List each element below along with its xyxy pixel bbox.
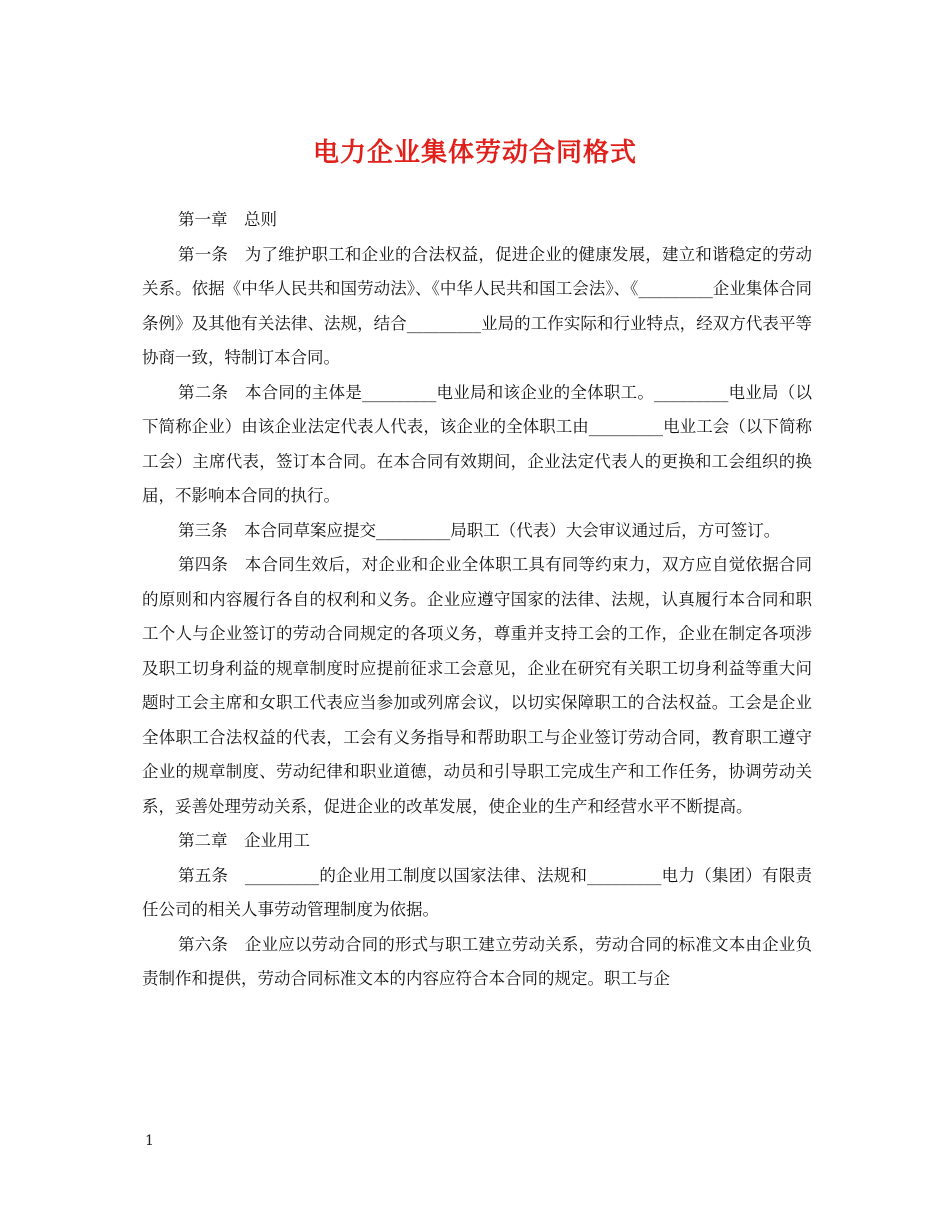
page-number: 1 — [145, 1133, 154, 1149]
article-paragraph: 第二条 本合同的主体是_________电业局和该企业的全体职工。_________电业局（以下简称企业）由该企业法定代表人代表，该企业的全体职工由_________电业工会（以下简称工会）主席代表，签订本合同。在本合同有效期间，企业法定代表人的更换和工会组织的换届，不影响本合同的执行。 — [142, 382, 812, 505]
article-paragraph: 第六条 企业应以劳动合同的形式与职工建立劳动关系，劳动合同的标准文本由企业负责制作和提供，劳动合同标准文本的内容应符合本合同的规定。职工与企 — [142, 934, 812, 988]
document-body — [142, 203, 812, 997]
article-paragraph: 第四条 本合同生效后，对企业和企业全体职工具有同等约束力，双方应自觉依据合同的原则和内容履行各自的权利和义务。企业应遵守国家的法律、法规，认真履行本合同和职工个人与企业签订的劳动合同规定的各项义务，尊重并支持工会的工作，企业在制定各项涉及职工切身利益的规章制度时应提前征求工会意见，企业在研究有关职工切身利益等重大问题时工会主席和女职工代表应当参加或列席会议，以切实保障职工的合法权益。工会是企业全体职工合法权益的代表，工会有义务指导和帮助职工与企业签订劳动合同，教育职工遵守企业的规章制度、劳动纪律和职业道德，动员和引导职工完成生产和工作任务，协调劳动关系，妥善处理劳动关系，促进企业的改革发展，使企业的生产和经营水平不断提高。 — [142, 555, 812, 816]
document-title: 电力企业集体劳动合同格式 — [312, 138, 637, 168]
chapter-heading: 第一章 总则 — [178, 210, 277, 229]
chapter-heading: 第二章 企业用工 — [178, 831, 310, 850]
article-paragraph: 第三条 本合同草案应提交_________局职工（代表）大会审议通过后，方可签订。 — [178, 520, 781, 540]
article-paragraph: 第一条 为了维护职工和企业的合法权益，促进企业的健康发展，建立和谐稳定的劳动关系。依据《中华人民共和国劳动法》、《中华人民共和国工会法》、《_________企业集体合同条例》及其他有关法律、法规，结合_________业局的工作实际和行业特点，经双方代表平等协商一致，特制订本合同。 — [142, 244, 812, 367]
article-paragraph: 第五条 _________的企业用工制度以国家法律、法规和_________电力（集团）有限责任公司的相关人事劳动管理制度为依据。 — [142, 865, 812, 919]
